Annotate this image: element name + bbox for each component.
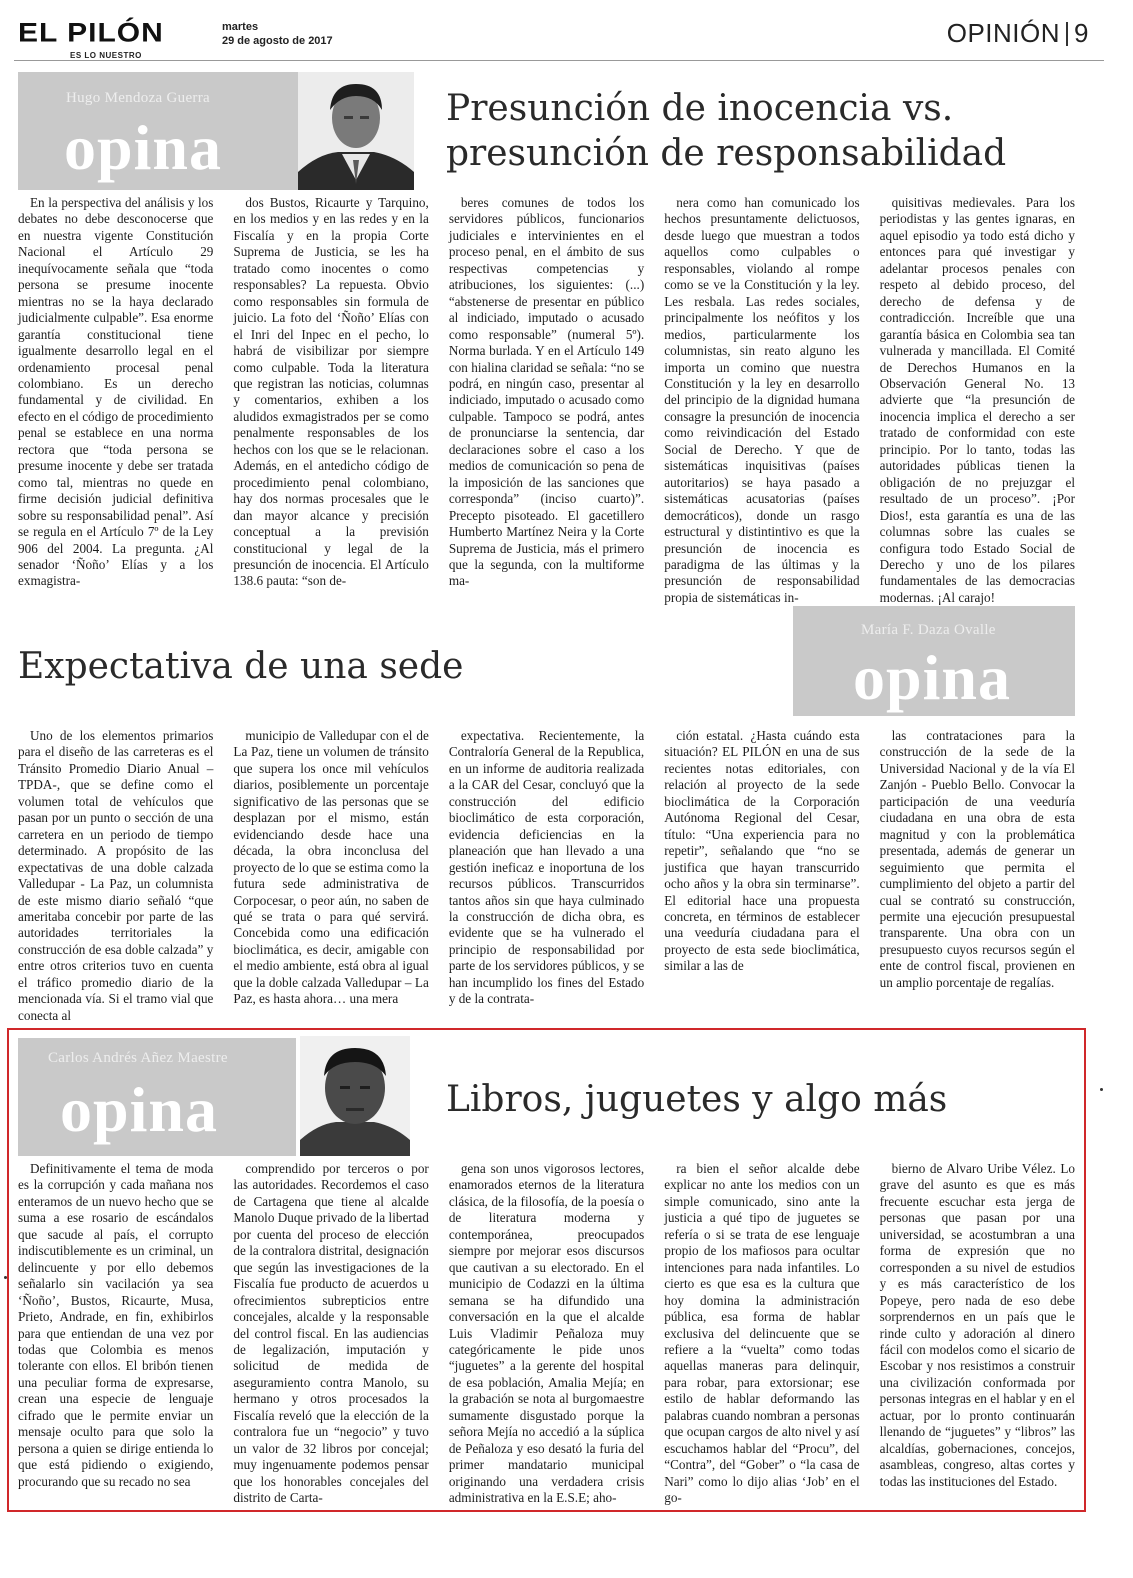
column-text: expectativa. Recientemente, la Contraloría General de la Republica, en un informe de auditoria realizada a la CAR del Cesar, concluyó que la construcción del edificio bioclimático de esta corporación, evidencia deficiencias en la planeación que han llevado a una gestión ineficaz e inoportuna de los recursos públicos. Transcurridos tantos años sin que haya culminado la construcción de dicha obra, es evidente que se ha vulnerado el principio de responsabilidad por parte de los servidores públicos, y se han incumplido los fines del Estado y de la contrata-	[448, 728, 645, 1007]
issue-day: martes	[222, 21, 259, 33]
article-headline: Expectativa de una sede	[18, 646, 464, 687]
text-column	[18, 195, 213, 597]
issue-full-date: 29 de agosto de 2017	[222, 35, 333, 47]
text-column	[879, 195, 1076, 605]
column-text: gena son unos vigorosos lectores, enamorados eternos de la literatura clásica, de la filosofía, de la poesía o de literatura moderna y contemporánea, preocupados siempre por mejorar esos discursos que cautivan a su electorado. En el municipio de Codazzi en la última semana se ha difundido una conversación en la que el alcalde Luis Vladimir Peñaloza muy categóricamente le pide unos “juguetes” a la gerente del hospital de esa población, Amalia Mejía; en la grabación se nota al burgomaestre sumamente disgustado porque la señora Mejía no accedió a la súplica de Peñaloza y eso desató la furia del primer mandatario municipal originando una verdadera crisis administrativa en la E.S.E; aho-	[448, 1161, 645, 1506]
column-text: dos Bustos, Ricaurte y Tarquino, en los medios y en las redes y en la Fiscalía y en la propia Corte Suprema de Justicia, se les ha tratado como inocentes o como responsables? La repuesta. Obvio como responsables sin formula de juicio. La foto del ‘Ñoño’ Elías con el Inri del Inpec en el pecho, lo habrá de visibilizar por siempre como culpable. Toda la literatura que registran las noticias, columnas y comentarios, exhiben a los aludidos exmagistrados per se como penalmente responsables de los hechos con los que se le relacionan. Además, en el antedicho código de procedimiento penal colombiano, hay dos normas procesales que le dan mayor alcance y precisión conceptual a la previsión constitucional y legal de la presunción de inocencia. El Artículo 138.6 pauta: “son de-	[233, 195, 429, 589]
columnist-name: Carlos Andrés Añez Maestre	[48, 1050, 228, 1066]
text-column	[233, 1161, 429, 1506]
column-text: municipio de Valledupar con el de La Paz, tiene un volumen de tránsito que supera los once mil vehículos diarios, posiblemente un porcentaje significativo de las personas que se desplazan por el mismo, están evidenciando desde hace una década, la obra inconclusa del proyecto de lo que se estima como la futura sede administrativa de Corpocesar, o peor aún, no saben de qué se trata o para qué servirá. Concebida como una edificación bioclimática, es decir, amigable con el medio ambiente, está obra al igual que la doble calzada Valledupar – La Paz, es hasta ahora… una mera	[233, 728, 429, 1007]
column-text: comprendido por terceros o por las autoridades. Recordemos el caso de Cartagena que tiene al alcalde Manolo Duque privado de la libertad por cuenta del proceso de elección de la contralora distrital, designación que según las investigaciones de la Fiscalía fue producto de acuerdos u ofrecimientos subrepticios entre concejales, alcalde y la responsable del control fiscal. En las audiencias de legalización, imputación y solicitud de medida de aseguramiento contra Manolo, su hermano y otros procesados la Fiscalía reveló que la elección de la contralora fue un “negocio” y tuvo un valor de 32 libros por concejal; muy ingenuamente podemos pensar que los honorables concejales del distrito de Carta-	[233, 1161, 429, 1506]
article-headline: Presunción de inocencia vs. presunción de responsabilidad	[446, 88, 1007, 174]
newspaper-slogan: ES LO NUESTRO	[70, 51, 142, 60]
column-text: ción estatal. ¿Hasta cuándo esta situación? EL PILÓN en una de sus recientes notas editoriales, con relación al proyecto de la sede bioclimática de la Corporación Autónoma Regional del Cesar, título: “Una experiencia para no repetir”, señalando que “no se justifica que hayan transcurrido ocho años y la obra sin terminarse”. El editorial hace una propuesta concreta, en términos de establecer una veeduría ciudadana para el proyecto de esta sede bioclimática, similar a las de	[664, 728, 860, 974]
newspaper-logo: EL PILÓN	[18, 18, 164, 48]
column-text: bierno de Alvaro Uribe Vélez. Lo grave del asunto es que es más frecuente escuchar esta jerga de personas que pasan por una universidad, se acostumbran a una forma de expresión que no corresponden a su nivel de estudios y es más característico de los Popeye, pero nada de eso debe sorprendernos en un país que le rinde culto y adoración al dinero fácil con modelos como el sicario de Escobar y nos resistimos a construir una civilización conformada por personas integras en el hablar y en el actuar, por lo pronto continuarán llenando de “juguetes” y “libros” las alcaldías, gobernaciones, concejos, asambleas, congreso, altas cortes y todas las instituciones del Estado.	[879, 1161, 1076, 1489]
section-separator	[1066, 22, 1068, 46]
column-text: En la perspectiva del análisis y los debates no debe desconocerse que en nuestra vigente Constitución Nacional el Artículo 29 inequívocamente señala que “toda persona se presume inocente mientras no se la haya declarado judicialmente culpable”. Esa enorme garantía constitucional tiene igualmente desarrollo legal en el ordenamiento procesal penal colombiano. Es un derecho fundamental y de civilidad. En efecto en el código de procedimiento penal se establece en una norma rectora que “toda persona se presume inocente y debe ser tratada como tal, mientras no quede en firme decisión judicial definitiva sobre su responsabilidad penal”. Así se regula en el Artículo 7º de la Ley 906 del 2004. La pregunta. ¿Al senador ‘Ñoño’ Elías y a los exmagistra-	[18, 195, 214, 589]
column-text: ra bien el señor alcalde debe explicar no ante los medios con un simple comunicado, sino ante la justicia a qué tipo de juguetes se refería o si se trata de ese lenguaje propio de los mafiosos para ocultar intenciones para nada infantiles. Lo cierto es que esa es la cultura que hoy domina la administración pública, esa forma de hablar exclusiva del delincuente que se refiere a la “vuelta” como todas aquellas maneras para delinquir, para robar, para extorsionar; ese estilo de hablar deformando las palabras cuando nombran a personas que ocupan cargos de alto nivel y así escuchamos hablar del “Procu”, del “Contra”, del “Gober” o “la casa de Nari” como lo dijo alias ‘Job’ en el go-	[664, 1161, 860, 1506]
text-column	[449, 195, 644, 597]
opina-label: opina	[64, 112, 222, 183]
article-body	[18, 195, 1076, 605]
column-text: las contrataciones para la construcción de la sede de la Universidad Nacional y de la vía El Zanjón - Pueblo Bello. Convocar la participación de una veeduría ciudadana en una obra de esta magnitud y con la problemática presentada, además de generar un seguimiento que permita el cumplimiento del objeto a partir del cual se contrató su construcción, permite una ejecución presupuestal transparente. Una obra con un presupuesto cuyos recursos según el ente de control fiscal, provienen en un amplio porcentaje de regalías.	[879, 728, 1076, 990]
text-column	[233, 195, 428, 597]
columnist-banner	[793, 606, 1075, 716]
text-column	[233, 728, 428, 1020]
section-header	[947, 18, 1089, 49]
text-column	[18, 728, 214, 1023]
columnist-name: María F. Daza Ovalle	[861, 622, 996, 638]
article-headline: Libros, juguetes y algo más	[446, 1079, 948, 1120]
section-name: OPINIÓN	[946, 18, 1061, 48]
text-column	[449, 728, 644, 1020]
page-number: 9	[1074, 18, 1089, 48]
text-column	[880, 1161, 1075, 1502]
scan-speck	[1100, 1088, 1103, 1091]
column-text: Definitivamente el tema de moda es la corrupción y cada mañana nos enteramos de un nuevo hecho que se suma a ese rosario de escándalos que sacude al país, el corrupto indiscutiblemente es un criminal, un delincuente y por ello debemos señalarlo sin vacilación ya sea ‘Ñoño’, Bustos, Ricaurte, Musa, Prieto, Andrade, en fin, exhibirlos para que entiendan de una vez por todas que Colombia es menos tolerante con ellos. El bribón tienen una peculiar forma de expresarse, crean una especie de lenguaje cifrado que le permite enviar un mensaje oculto para que solo la persona a quien se dirige entienda lo que está pidiendo o exigiendo, procurando que su recado no sea	[18, 1161, 214, 1489]
text-column	[664, 195, 860, 605]
column-text: quisitivas medievales. Para los periodistas y las gentes ignaras, en aquel episodio ya todo está dicho y entonces para qué investigar y adelantar procesos penales con respeto al debido proceso, del derecho de defensa y de contradicción. Increíble que una garantía básica en Colombia sea tan vulnerada y mancillada. El Comité de Derechos Humanos en la Observación General No. 13 advierte que “la presunción de inocencia implica el derecho a ser tratado de conformidad con este principio. Por lo tanto, todas las autoridades públicas tienen la obligación de no prejuzgar el resultado de un proceso”. ¡Por Dios!, esta garantía es una de las columnas sobre las cuales se configura todo Estado Social de Derecho y uno de los pilares fundamentales de las democracias modernas. ¡Al carajo!	[879, 195, 1076, 605]
article-body	[18, 1161, 1076, 1506]
columnist-name: Hugo Mendoza Guerra	[66, 90, 210, 106]
opina-label: opina	[853, 642, 1011, 713]
text-column	[448, 1161, 645, 1506]
columnist-banner	[18, 72, 298, 190]
columnist-photo	[298, 72, 414, 190]
columnist-banner	[18, 1038, 296, 1156]
text-column	[664, 728, 859, 1020]
column-text: Uno de los elementos primarios para el diseño de las carreteras es el Tránsito Promedio Diario Anual –TPDA-, que se define como el volumen total de vehículos que pasan por un punto o sección de una carretera en un periodo de tiempo determinado. A propósito de las expectativas de una doble calzada Valledupar - La Paz, un columnista de este mismo diario señaló “que ameritaba concebir por parte de las autoridades territoriales la construcción de esa doble calzada” y entre otros criterios tuvo en cuenta el tráfico promedio diario de la mencionada vía. Si el tramo vial que conecta al	[18, 728, 214, 1023]
columnist-photo	[300, 1036, 410, 1156]
opina-label: opina	[60, 1074, 218, 1145]
text-column	[18, 1161, 213, 1502]
column-text: nera como han comunicado los hechos presuntamente delictuosos, desde luego que muestran a todos aquellos como culpables o responsables, violando al rompe como se ve la Constitución y la ley. Les resbala. Las redes sociales, principalmente los neófitos y los medios, particularmente los columnistas, sin reato alguno les importa un comino que nuestra Constitución y la ley en desarrollo del principio de la dignidad humana consagre la presunción de inocencia como reivindicación del Estado Social de Derecho. Y que de sistemáticas inquisitivas (países autoritarios) se haya pasado a sistemáticas acusatorias (países democráticos), donde un rasgo estructural y distintintivo es que la presunción de inocencia es paradigma de las últimas y la presunción de responsabilidad propia de sistemáticas in-	[664, 195, 860, 605]
text-column	[664, 1161, 860, 1506]
masthead-divider	[14, 60, 1104, 61]
issue-date	[222, 20, 333, 48]
column-text: beres comunes de todos los servidores públicos, funcionarios judiciales e intervinientes en el proceso penal, en el ámbito de sus respectivas competencias y atribuciones, los siguientes: (...) “abstenerse de presentar en público al indiciado, imputado o acusado como responsable” (numeral 5º). Norma burlada. Y en el Artículo 149 con hialina claridad se señala: “no se podrá, en ningún caso, presentar al indiciado, imputado o acusado como culpable. Tampoco se podrá, antes de pronunciarse la sentencia, dar declaraciones sobre el caso a los medios de comunicación so pena de la imposición de las sanciones que corresponda” (inciso cuarto)”. Precepto pisoteado. El gacetillero Humberto Martínez Neira y la Corte Suprema de Justicia, más el primero que la segunda, con la multiforme ma-	[448, 195, 645, 589]
text-column	[880, 728, 1075, 1020]
article-body	[18, 728, 1076, 1023]
scan-speck	[4, 1276, 7, 1279]
